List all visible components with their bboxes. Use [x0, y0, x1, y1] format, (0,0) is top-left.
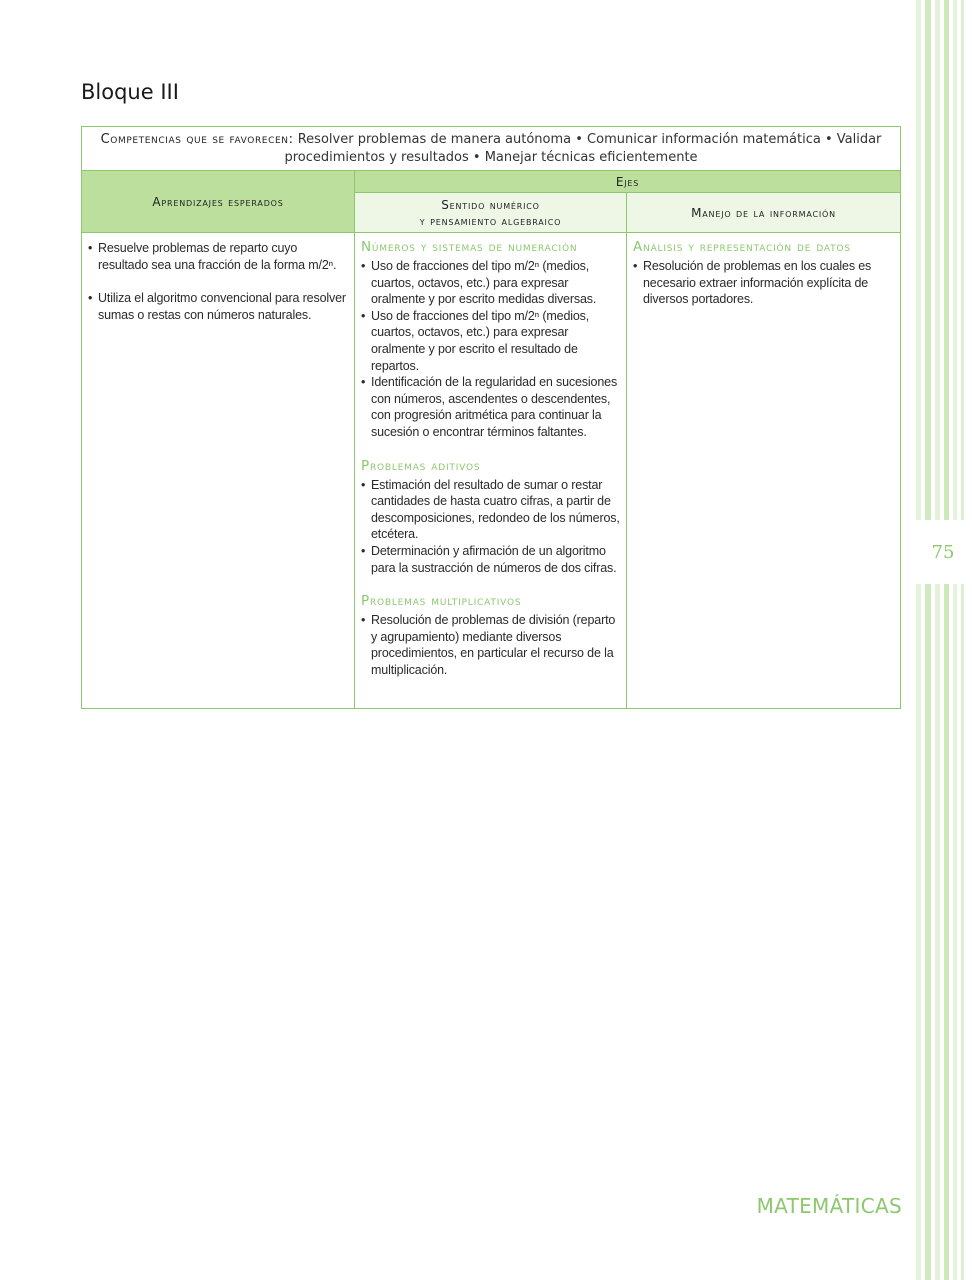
analisis-list	[633, 258, 894, 308]
multiplicativos-list	[361, 612, 620, 678]
bullet-icon: •	[361, 375, 366, 390]
ejes-header: Ejes	[615, 174, 640, 189]
stripe	[916, 0, 921, 1280]
section-title-numeros: Números y sistemas de numeración	[361, 239, 578, 255]
competencias-cell	[82, 127, 901, 171]
stripe	[944, 0, 949, 1280]
ejes-header-cell	[355, 171, 901, 193]
header-row-1	[82, 171, 901, 193]
spacer	[88, 273, 348, 290]
item-text: Resolución de problemas de división (reparto y agrupamiento) mediante diversos procedimientos, en particular el recurso de la multiplicación.	[371, 613, 616, 677]
sentido-header-line1: Sentido numérico	[441, 197, 540, 212]
aditivos-list	[361, 477, 620, 577]
item-text: Determinación y afirmación de un algoritmo para la sustracción de números de dos cifras.	[371, 543, 617, 575]
sentido-cell	[355, 233, 627, 709]
aprendizajes-list	[88, 240, 348, 323]
bullet-icon: •	[361, 259, 366, 273]
stripe	[925, 0, 931, 1280]
bullet-icon: •	[88, 291, 93, 306]
page-title: Bloque III	[81, 80, 179, 104]
list-item	[361, 543, 620, 576]
item-text: Identificación de la regularidad en sucesiones con números, ascendentes o descendentes, con progresión aritmética para continuar la sucesión o encontrar términos faltantes.	[371, 375, 618, 439]
list-item	[361, 258, 620, 308]
subject-footer: MATEMÁTICAS	[756, 1194, 902, 1218]
bullet-icon: •	[361, 308, 366, 323]
bullet-icon: •	[633, 259, 638, 273]
item-text: Uso de fracciones del tipo m/2ⁿ (medios, cuartos, octavos, etc.) para expresar oralmente y por escrito el resultado de repartos.	[371, 308, 590, 373]
competencias-row	[82, 127, 901, 171]
aprendizaje-text: Resuelve problemas de reparto cuyo resultado sea una fracción de la forma m/2ⁿ.	[98, 241, 337, 272]
competencias-text: Resolver problemas de manera autónoma • Comunicar información matemática • Validar procedimientos y resultados • Manejar técnicas eficientemente	[284, 132, 882, 165]
numeros-list	[361, 258, 620, 441]
section-title-analisis: Análisis y representación de datos	[633, 239, 851, 255]
item-text: Estimación del resultado de sumar o restar cantidades de hasta cuatro cifras, a partir de descomposiciones, redondeo de los números, etcétera.	[371, 477, 620, 542]
sentido-header	[355, 197, 626, 229]
sentido-header-cell	[355, 193, 627, 233]
stripe	[935, 0, 940, 1280]
bullet-icon: •	[361, 543, 366, 558]
manejo-header: Manejo de la información	[691, 205, 836, 220]
page-number: 75	[931, 542, 955, 563]
stripe	[961, 0, 964, 1280]
manejo-cell	[627, 233, 901, 709]
aprendizajes-cell	[82, 233, 355, 709]
bullet-icon: •	[88, 241, 93, 255]
stripe	[953, 0, 957, 1280]
page-number-box	[914, 520, 972, 584]
item-text: Resolución de problemas en los cuales es necesario extraer información explícita de diversos portadores.	[643, 259, 872, 307]
decorative-side-stripes	[916, 0, 972, 1280]
list-item	[361, 612, 620, 678]
aprendizajes-header: Aprendizajes esperados	[152, 194, 284, 209]
list-item	[361, 374, 620, 440]
section-title-aditivos: Problemas aditivos	[361, 457, 481, 474]
list-item	[88, 240, 348, 273]
sentido-header-line2: y pensamiento algebraico	[419, 213, 562, 228]
curriculum-table	[81, 126, 901, 709]
item-text: Uso de fracciones del tipo m/2ⁿ (medios, cuartos, octavos, etc.) para expresar oralmente y por escrito medidas diversas.	[371, 259, 597, 307]
list-item	[361, 477, 620, 543]
list-item	[633, 258, 894, 308]
aprendizajes-header-cell	[82, 171, 355, 233]
section-title-multiplicativos: Problemas multiplicativos	[361, 593, 522, 610]
content-row	[82, 233, 901, 709]
list-item	[361, 308, 620, 374]
bullet-icon: •	[361, 613, 366, 628]
competencias-label: Competencias que se favorecen:	[100, 132, 294, 147]
bullet-icon: •	[361, 477, 366, 492]
manejo-header-cell	[627, 193, 901, 233]
list-item	[88, 290, 348, 323]
aprendizaje-text: Utiliza el algoritmo convencional para resolver sumas o restas con números naturales.	[98, 291, 346, 322]
